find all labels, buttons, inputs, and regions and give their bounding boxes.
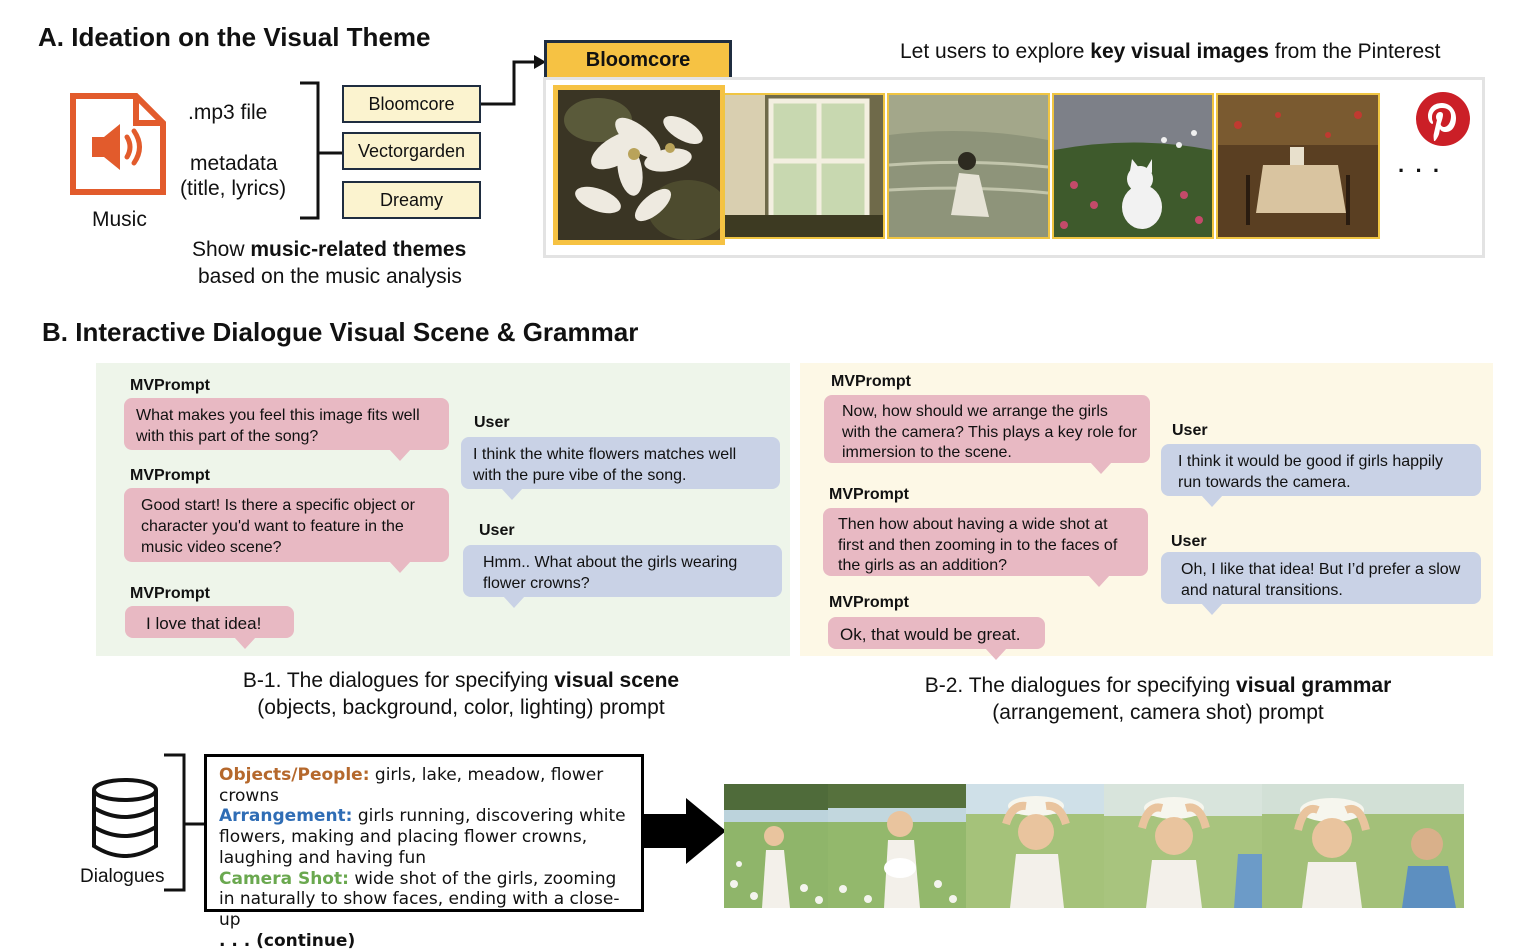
theme-option-bloomcore[interactable]: Bloomcore <box>342 85 481 123</box>
image-girl-in-lake[interactable] <box>887 93 1050 239</box>
output-arrow <box>640 796 728 866</box>
image-cat-in-garden[interactable] <box>1052 93 1214 239</box>
themes-caption-line2: based on the music analysis <box>198 265 462 288</box>
b2-message-5: Ok, that would be great. <box>828 617 1045 649</box>
b1-message-5: I love that idea! <box>125 606 294 638</box>
b2-caption: B-2. The dialogues for specifying visual grammar (arrangement, camera shot) prompt <box>924 674 1392 724</box>
continue-text: . . . (continue) <box>219 930 356 951</box>
arrangement-text: girls running, discovering white flowers, making and placing flower crowns, laughing and having fun <box>219 806 626 868</box>
camera-shot-text: wide shot of the girls, zooming in naturally to show faces, ending with a close-up <box>219 868 620 930</box>
objects-label: Objects/People: <box>219 765 370 785</box>
pinterest-icon[interactable] <box>1415 91 1471 147</box>
b1-speaker-3: MVPrompt <box>130 467 210 484</box>
b1-message-3: Good start! Is there a specific object or character you'd want to feature in the music video scene? <box>124 488 449 562</box>
mp3-label: .mp3 file <box>188 101 268 124</box>
b2-message-2: I think it would be good if girls happily run towards the camera. <box>1161 444 1481 496</box>
b2-speaker-1: MVPrompt <box>831 373 911 390</box>
arrow-to-selected-theme <box>478 52 550 108</box>
video-frame-5[interactable] <box>1262 784 1464 908</box>
b1-caption: B-1. The dialogues for specifying visual scene (objects, background, color, lighting) prompt <box>242 669 680 719</box>
music-file-icon <box>70 93 166 195</box>
b1-message-2: I think the white flowers matches well with the pure vibe of the song. <box>461 437 780 489</box>
b2-message-3: Then how about having a wide shot at first and then zooming in to the faces of the girls as an addition? <box>823 508 1148 576</box>
image-sunlit-window[interactable] <box>723 93 885 239</box>
b1-speaker-1: MVPrompt <box>130 377 210 394</box>
arrangement-label: Arrangement: <box>219 806 353 827</box>
camera-shot-label: Camera Shot: <box>219 868 349 889</box>
b2-speaker-2: User <box>1172 422 1208 439</box>
b2-speaker-3: MVPrompt <box>829 486 909 503</box>
b1-message-4: Hmm.. What about the girls wearing flower crowns? <box>463 545 782 597</box>
b1-speaker-2: User <box>474 414 510 431</box>
video-frame-3[interactable] <box>966 784 1104 908</box>
b1-speaker-4: User <box>479 522 515 539</box>
music-label: Music <box>92 208 147 231</box>
video-frame-4[interactable] <box>1104 784 1262 908</box>
b1-speaker-5: MVPrompt <box>130 585 210 602</box>
metadata-label: metadata <box>190 152 278 175</box>
prompt-summary-box <box>204 754 644 951</box>
objects-text: girls, lake, meadow, flower crowns <box>219 765 604 806</box>
video-frame-2[interactable] <box>828 784 966 908</box>
b2-speaker-5: MVPrompt <box>829 594 909 611</box>
dialogues-label: Dialogues <box>80 866 165 887</box>
theme-option-dreamy[interactable]: Dreamy <box>342 181 481 219</box>
b1-message-1: What makes you feel this image fits well with this part of the song? <box>124 398 449 450</box>
section-a-title: A. Ideation on the Visual Theme <box>38 22 431 52</box>
database-icon <box>90 778 160 858</box>
section-b-title: B. Interactive Dialogue Visual Scene & Grammar <box>42 317 639 347</box>
theme-option-vectorgarden[interactable]: Vectorgarden <box>342 132 481 170</box>
themes-caption-line1: Show music-related themes <box>192 238 467 261</box>
selected-theme-tag[interactable]: Bloomcore <box>544 40 732 81</box>
image-white-lilies[interactable] <box>553 85 725 245</box>
dialogues-bracket <box>160 752 210 894</box>
metadata-detail: (title, lyrics) <box>180 177 287 200</box>
more-images-indicator: · · · <box>1398 158 1443 183</box>
image-garden-table[interactable] <box>1216 93 1380 239</box>
b2-speaker-4: User <box>1171 533 1207 550</box>
video-frame-1[interactable] <box>724 784 828 908</box>
b2-message-4: Oh, I like that idea! But I’d prefer a slow and natural transitions. <box>1161 552 1481 604</box>
b2-message-1: Now, how should we arrange the girls with the camera? This plays a key role for immersion to the scene. <box>824 395 1150 463</box>
explore-caption: Let users to explore key visual images from the Pinterest <box>900 40 1441 63</box>
